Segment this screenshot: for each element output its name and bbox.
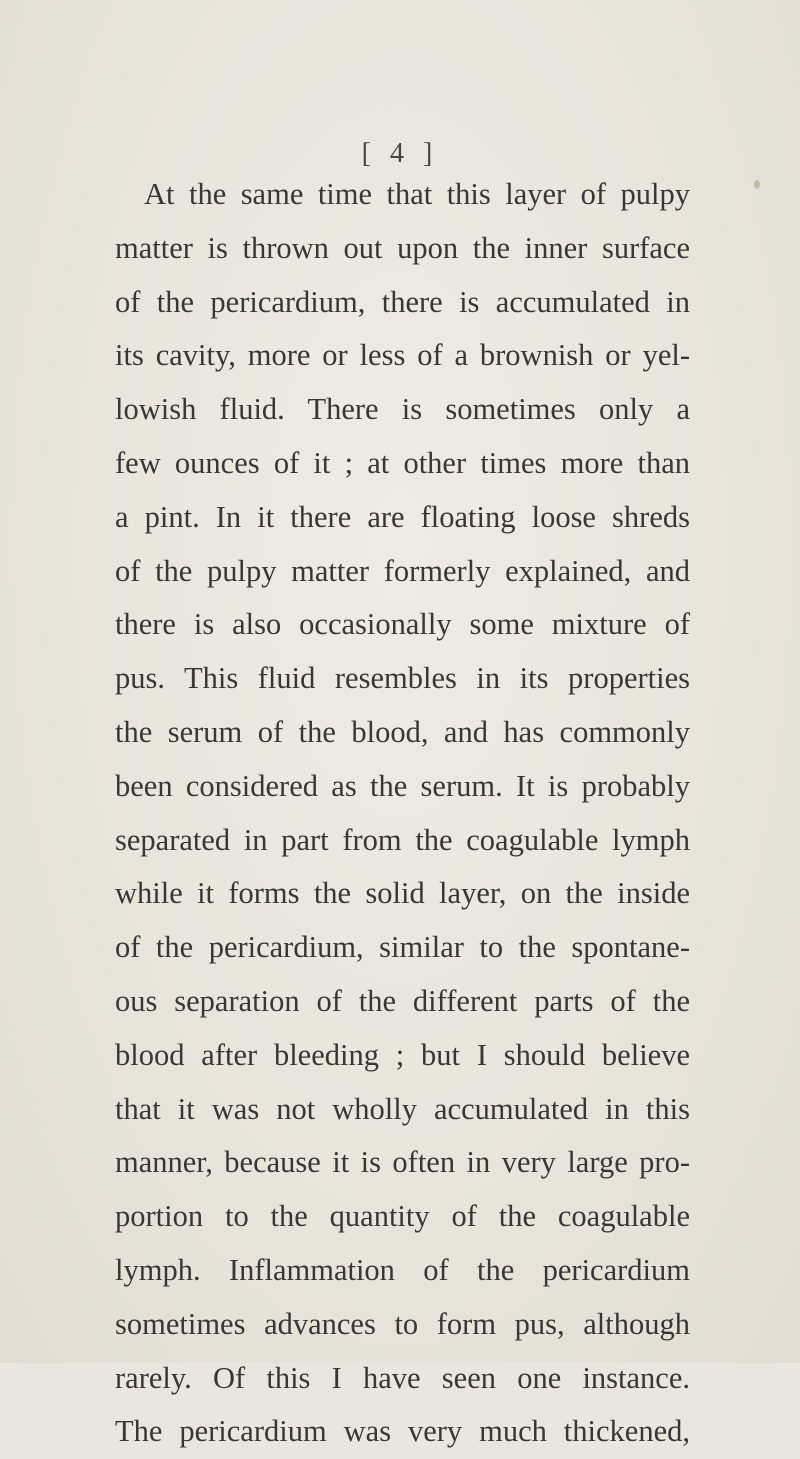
text-line: At the same time that this layer of pulpy <box>144 177 690 211</box>
text-line: matter is thrown out upon the inner surface <box>115 230 690 265</box>
text-line: while it forms the solid layer, on the inside <box>115 876 690 911</box>
text-line: the serum of the blood, and has commonly <box>115 714 690 749</box>
text-line: that it was not wholly accumulated in this <box>115 1091 690 1126</box>
text-line: portion to the quantity of the coagulable <box>115 1199 690 1234</box>
text-line: few ounces of it ; at other times more than <box>115 445 690 480</box>
paper-speck <box>754 180 760 189</box>
text-line: of the pericardium, similar to the spontane- <box>115 930 690 965</box>
text-line: of the pulpy matter formerly explained, and <box>115 553 690 588</box>
text-line: lymph. Inflammation of the pericardium <box>115 1252 690 1287</box>
text-line: sometimes advances to form pus, although <box>115 1306 690 1341</box>
text-line: lowish fluid. There is sometimes only a <box>115 392 690 427</box>
text-line: ous separation of the different parts of the <box>115 983 690 1018</box>
text-line: its cavity, more or less of a brownish or yel- <box>115 338 690 373</box>
page-number: [ 4 ] <box>361 138 439 169</box>
text-line: pus. This fluid resembles in its properties <box>115 661 690 696</box>
text-line: separated in part from the coagulable lymph <box>115 822 690 857</box>
text-line: been considered as the serum. It is probably <box>115 768 690 803</box>
body-text <box>115 168 690 1459</box>
text-line: there is also occasionally some mixture of <box>115 607 690 642</box>
text-line: rarely. Of this I have seen one instance. <box>115 1360 690 1395</box>
text-line: blood after bleeding ; but I should believe <box>115 1037 690 1072</box>
text-line: of the pericardium, there is accumulated in <box>115 284 690 319</box>
text-line: The pericardium was very much thickened, <box>115 1414 690 1449</box>
text-line: manner, because it is often in very large pro- <box>115 1145 690 1180</box>
text-line: a pint. In it there are floating loose shreds <box>115 499 690 534</box>
